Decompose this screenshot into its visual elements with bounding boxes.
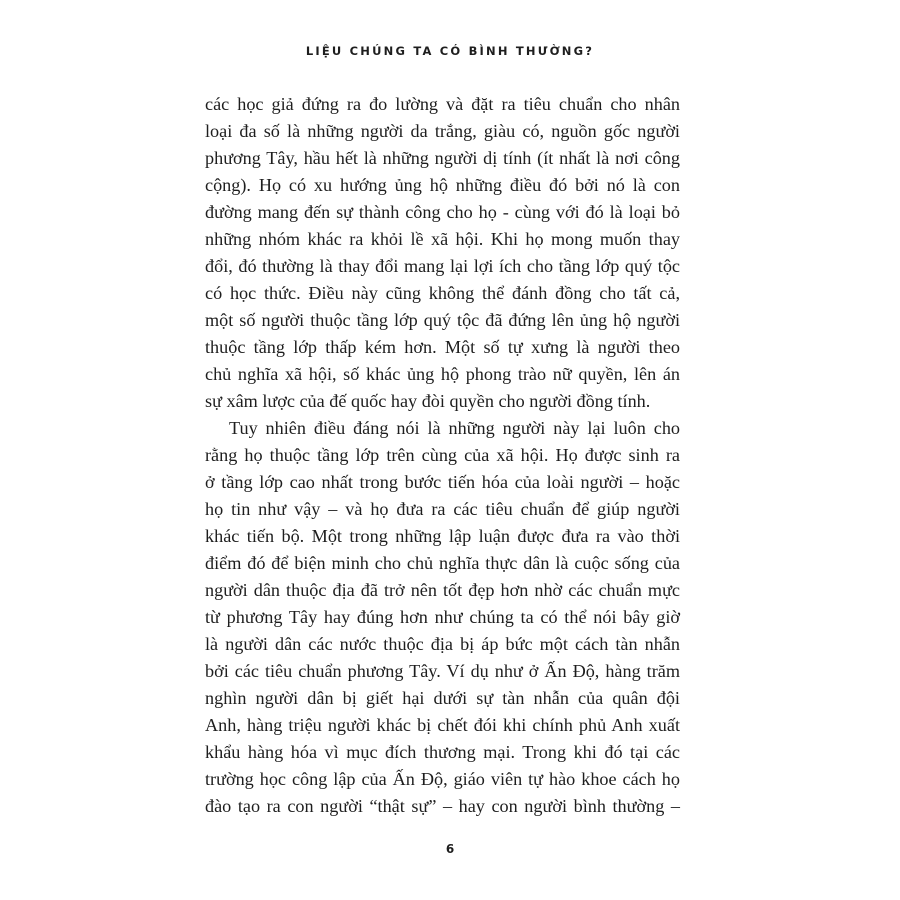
text-line: thuộc tầng lớp thấp kém hơn. Một số tự xưng là người theo bbox=[205, 337, 680, 357]
running-header: LIỆU CHÚNG TA CÓ BÌNH THƯỜNG? bbox=[305, 44, 595, 58]
text-line: có học thức. Điều này cũng không thể đánh đồng cho tất cả, bbox=[205, 283, 680, 303]
text-line: chủ nghĩa xã hội, số khác ủng hộ phong trào nữ quyền, lên án bbox=[205, 364, 680, 384]
text-line: trường học công lập của Ấn Độ, giáo viên tự hào khoe cách họ bbox=[205, 769, 680, 789]
text-line: đường mang đến sự thành công cho họ - cùng với đó là loại bỏ bbox=[205, 202, 680, 222]
text-line: là người dân các nước thuộc địa bị áp bức một cách tàn nhẫn bbox=[205, 634, 680, 654]
body-text bbox=[205, 91, 680, 820]
text-line: ở tầng lớp cao nhất trong bước tiến hóa của loài người – hoặc bbox=[205, 472, 680, 492]
text-line: họ tin như vậy – và họ đưa ra các tiêu chuẩn để giúp người bbox=[205, 499, 680, 519]
text-line: khẩu hàng hóa vì mục đích thương mại. Trong khi đó tại các bbox=[205, 742, 680, 762]
paragraph-1 bbox=[205, 91, 680, 415]
text-line: người dân thuộc địa đã trở nên tốt đẹp hơn nhờ các chuẩn mực bbox=[205, 580, 680, 600]
text-line: các học giả đứng ra đo lường và đặt ra tiêu chuẩn cho nhân bbox=[205, 94, 680, 114]
text-line: phương Tây, hầu hết là những người dị tính (ít nhất là nơi công bbox=[205, 148, 680, 168]
text-line: từ phương Tây hay đúng hơn như chúng ta có thể nói bây giờ bbox=[205, 607, 680, 627]
text-line: đổi, đó thường là thay đổi mang lại lợi ích cho tầng lớp quý tộc bbox=[205, 256, 680, 276]
text-line: khác tiến bộ. Một trong những lập luận được đưa ra vào thời bbox=[205, 526, 680, 546]
text-line: loại đa số là những người da trắng, giàu có, nguồn gốc người bbox=[205, 121, 680, 141]
text-line: Tuy nhiên điều đáng nói là những người này lại luôn cho bbox=[229, 418, 680, 438]
text-line: Anh, hàng triệu người khác bị chết đói khi chính phủ Anh xuất bbox=[205, 715, 680, 735]
text-line: đào tạo ra con người “thật sự” – hay con người bình thường – bbox=[205, 796, 680, 816]
text-line: cộng). Họ có xu hướng ủng hộ những điều đó bởi nó là con bbox=[205, 175, 680, 195]
text-line: những nhóm khác ra khỏi lề xã hội. Khi họ mong muốn thay bbox=[205, 229, 680, 249]
paragraph-2 bbox=[205, 415, 680, 820]
text-line: một số người thuộc tầng lớp quý tộc đã đứng lên ủng hộ người bbox=[205, 310, 680, 330]
text-line: rằng họ thuộc tầng lớp trên cùng của xã hội. Họ được sinh ra bbox=[205, 445, 680, 465]
text-line: bởi các tiêu chuẩn phương Tây. Ví dụ như ở Ấn Độ, hàng trăm bbox=[205, 661, 680, 681]
text-line: điểm đó để biện minh cho chủ nghĩa thực dân là cuộc sống của bbox=[205, 553, 680, 573]
text-line: sự xâm lược của đế quốc hay đòi quyền cho người đồng tính. bbox=[205, 391, 651, 411]
page-number: 6 bbox=[445, 842, 455, 856]
text-line: nghìn người dân bị giết hại dưới sự tàn nhẫn của quân đội bbox=[205, 688, 680, 708]
